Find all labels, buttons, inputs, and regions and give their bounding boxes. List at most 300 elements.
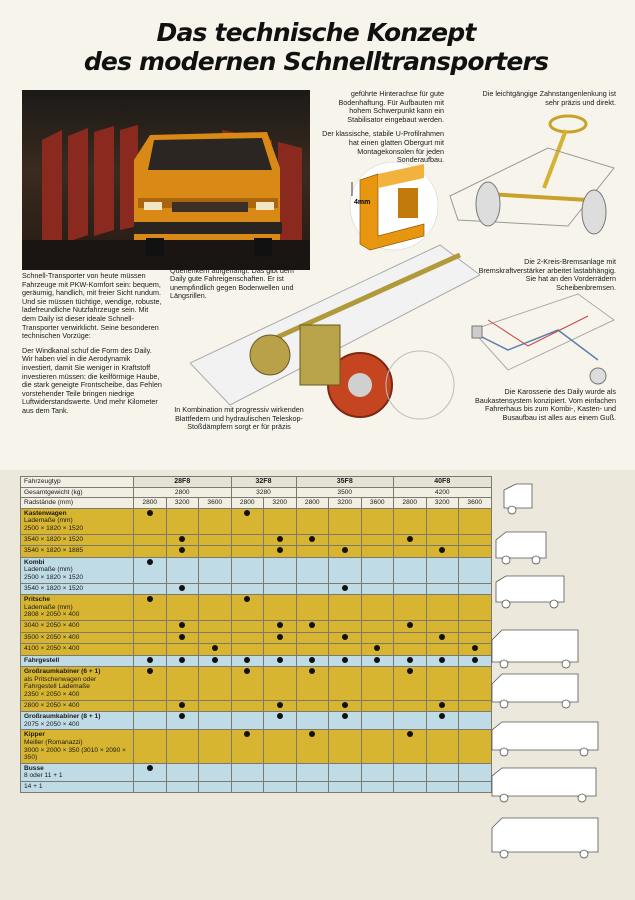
row-dimensions: 2075 × 2050 × 400 <box>24 720 80 728</box>
row-label-cell <box>21 700 134 712</box>
availability-cell <box>134 763 167 781</box>
availability-cell <box>459 508 492 534</box>
availability-cell <box>361 557 394 583</box>
availability-cell <box>459 620 492 632</box>
row-title: Busse <box>24 764 44 772</box>
availability-cell <box>329 583 362 595</box>
row-subtitle: Lademaße (mm) <box>24 566 73 574</box>
availability-cell <box>329 508 362 534</box>
weight-40f8: 4200 <box>434 488 450 496</box>
row-label-cell <box>21 534 134 546</box>
availability-cell <box>329 546 362 558</box>
table-row <box>21 730 492 763</box>
row-label-cell <box>21 655 134 667</box>
availability-cell <box>426 546 459 558</box>
availability-dot <box>342 713 348 719</box>
row-dimensions: 2808 × 2050 × 400 <box>24 611 80 619</box>
availability-dot <box>277 713 283 719</box>
availability-dot <box>244 731 250 737</box>
availability-cell <box>329 620 362 632</box>
wheelbase-cell: 3600 <box>361 498 394 509</box>
row-label-cell <box>21 782 134 793</box>
availability-cell <box>459 763 492 781</box>
cab-only-icon <box>504 484 532 514</box>
availability-cell <box>166 620 199 632</box>
availability-cell <box>166 655 199 667</box>
availability-dot <box>342 547 348 553</box>
availability-cell <box>394 583 427 595</box>
table-row <box>21 546 492 558</box>
availability-dot <box>147 510 153 516</box>
availability-cell <box>296 583 329 595</box>
availability-dot <box>179 585 185 591</box>
table-row <box>21 595 492 621</box>
row-dimensions: 14 + 1 <box>24 783 43 790</box>
availability-cell <box>231 655 264 667</box>
availability-dot <box>179 622 185 628</box>
availability-cell <box>426 763 459 781</box>
availability-dot <box>342 634 348 640</box>
availability-cell <box>199 782 232 793</box>
availability-dot <box>244 657 250 663</box>
availability-dot <box>147 765 153 771</box>
row-dimensions: 3540 × 1820 × 1885 <box>24 547 84 555</box>
availability-cell <box>394 700 427 712</box>
availability-cell <box>426 667 459 700</box>
van-long-high-icon <box>492 630 578 668</box>
availability-cell <box>264 700 297 712</box>
availability-cell <box>264 557 297 583</box>
body-type-silhouettes <box>488 478 606 878</box>
row-dimensions: 4100 × 2050 × 400 <box>24 645 80 653</box>
table-row <box>21 782 492 793</box>
availability-cell <box>394 763 427 781</box>
availability-dot <box>277 702 283 708</box>
availability-dot <box>439 547 445 553</box>
availability-cell <box>361 620 394 632</box>
availability-cell <box>134 632 167 644</box>
availability-dot <box>309 657 315 663</box>
availability-cell <box>329 763 362 781</box>
availability-cell <box>199 595 232 621</box>
availability-cell <box>459 667 492 700</box>
row-label-cell <box>21 644 134 656</box>
availability-dot <box>244 596 250 602</box>
row-dimensions: 2800 × 2050 × 400 <box>24 701 80 709</box>
row-title: Pritsche <box>24 596 51 604</box>
availability-cell <box>231 595 264 621</box>
availability-dot <box>439 657 445 663</box>
availability-cell <box>426 534 459 546</box>
wheelbase-cell: 2800 <box>134 498 167 509</box>
frame-thickness-label: 4mm <box>354 199 371 206</box>
availability-cell <box>264 632 297 644</box>
availability-cell <box>361 534 394 546</box>
availability-cell <box>199 655 232 667</box>
wheelbase-cell: 2800 <box>231 498 264 509</box>
availability-dot <box>147 559 153 565</box>
availability-cell <box>426 595 459 621</box>
availability-cell <box>296 508 329 534</box>
availability-cell <box>361 782 394 793</box>
row-title: Kipper <box>24 731 45 739</box>
availability-cell <box>361 763 394 781</box>
availability-dot <box>309 668 315 674</box>
availability-cell <box>361 644 394 656</box>
row-title: Großraumkabiner (6 + 1) <box>24 668 101 676</box>
availability-cell <box>264 763 297 781</box>
availability-cell <box>231 730 264 763</box>
rear-axle-paragraph: geführte Hinterachse für gute Bodenhaftung. Für Aufbauten mit hohem Schwerpunkt kann ein Stabilisator eingebaut werden. <box>338 89 444 124</box>
front-suspension-paragraph: Die Vorderräder sind einzeln an Doppel-Querlenkern aufgehängt. Das gibt dem Daily gute Fahreigenschaften. Er ist unempfindlich gegen Bodenwellen und Längsrillen. <box>170 257 298 301</box>
availability-dot <box>179 713 185 719</box>
availability-cell <box>394 557 427 583</box>
availability-cell <box>231 644 264 656</box>
row-dimensions: 3500 × 2050 × 400 <box>24 633 80 641</box>
availability-cell <box>394 730 427 763</box>
bus-high-icon <box>492 818 598 858</box>
availability-cell <box>459 632 492 644</box>
bus-icon <box>492 768 596 802</box>
row-label-cell <box>21 730 134 763</box>
availability-cell <box>329 644 362 656</box>
fahrzeugtyp-label: Fahrzeugtyp <box>21 477 134 488</box>
availability-cell <box>329 667 362 700</box>
table-header-type <box>21 477 492 488</box>
availability-cell <box>426 583 459 595</box>
availability-cell <box>166 644 199 656</box>
availability-cell <box>394 546 427 558</box>
availability-dot <box>439 702 445 708</box>
availability-cell <box>361 700 394 712</box>
availability-dot <box>374 657 380 663</box>
availability-cell <box>231 620 264 632</box>
availability-cell <box>459 655 492 667</box>
availability-cell <box>329 534 362 546</box>
van-long-icon <box>496 576 564 608</box>
availability-dot <box>472 657 478 663</box>
availability-cell <box>296 534 329 546</box>
availability-cell <box>296 655 329 667</box>
availability-cell <box>329 632 362 644</box>
availability-cell <box>199 583 232 595</box>
availability-cell <box>199 700 232 712</box>
availability-dot <box>147 596 153 602</box>
availability-cell <box>231 667 264 700</box>
text-column-1 <box>22 272 162 422</box>
availability-cell <box>166 763 199 781</box>
weight-28f8: 2800 <box>174 488 190 496</box>
availability-cell <box>361 508 394 534</box>
availability-dot <box>179 536 185 542</box>
availability-cell <box>199 534 232 546</box>
availability-cell <box>296 667 329 700</box>
availability-cell <box>361 712 394 730</box>
page-heading <box>16 18 616 76</box>
availability-dot <box>407 731 413 737</box>
row-label-cell <box>21 508 134 534</box>
row-dimensions: 2350 × 2050 × 400 <box>24 691 80 699</box>
availability-cell <box>264 583 297 595</box>
wheelbase-cell: 2800 <box>394 498 427 509</box>
availability-cell <box>134 583 167 595</box>
brake-system-illustration <box>468 290 618 386</box>
availability-cell <box>199 730 232 763</box>
row-label-cell <box>21 557 134 583</box>
availability-cell <box>264 508 297 534</box>
van-short-icon <box>496 532 546 564</box>
availability-dot <box>147 657 153 663</box>
row-dimensions: 3540 × 1820 × 1520 <box>24 584 84 592</box>
availability-cell <box>134 644 167 656</box>
availability-dot <box>374 645 380 651</box>
availability-cell <box>166 667 199 700</box>
row-dimensions: 3540 × 1820 × 1520 <box>24 535 84 543</box>
rear-suspension-paragraph: In Kombination mit progressiv wirkenden Blattfedern und hydraulischen Teleskop-Stoßdämpfern sorgt er für präzis <box>174 405 304 432</box>
availability-cell <box>426 700 459 712</box>
availability-dot <box>212 645 218 651</box>
row-label-cell <box>21 620 134 632</box>
availability-cell <box>231 763 264 781</box>
intro-paragraph: Schnell-Transporter von heute müssen Fahrzeuge mit PKW-Komfort sein: bequem, geräumig, handlich, mit freier Sicht rundum. Und sie müssen tüchtige, wendige, robuste, ladefreundliche Nutzfahrzeuge sein. Mit dem Daily ist dieser ideale Schnell-Transporter verwirklicht. Seine besonderen technischen Vorzüge: <box>22 271 162 341</box>
availability-cell <box>296 712 329 730</box>
availability-cell <box>264 667 297 700</box>
wheelbase-cell: 3200 <box>264 498 297 509</box>
table-row <box>21 632 492 644</box>
availability-cell <box>361 667 394 700</box>
availability-dot <box>244 510 250 516</box>
availability-cell <box>394 667 427 700</box>
frame-paragraph: Der klassische, stabile U-Profilrahmen hat einen glatten Obergurt mit Montagekonsolen für jeden Sonderaufbau. <box>322 129 444 165</box>
availability-cell <box>329 782 362 793</box>
availability-cell <box>134 712 167 730</box>
availability-cell <box>264 620 297 632</box>
availability-cell <box>231 632 264 644</box>
wheelbase-cell: 3200 <box>426 498 459 509</box>
availability-cell <box>134 730 167 763</box>
table-row <box>21 700 492 712</box>
availability-cell <box>296 763 329 781</box>
availability-cell <box>231 508 264 534</box>
availability-cell <box>199 667 232 700</box>
table-header-weight <box>21 487 492 498</box>
brakes-paragraph: Die 2-Kreis-Bremsanlage mit Bremskraftverstärker arbeitet lastabhängig. Sie hat an den Vorderrädern Scheibenbremsen. <box>478 257 616 292</box>
row-subtitle: Lademaße (mm) <box>24 603 73 611</box>
availability-cell <box>199 546 232 558</box>
availability-dot <box>277 634 283 640</box>
availability-cell <box>264 534 297 546</box>
availability-cell <box>459 557 492 583</box>
availability-dot <box>277 622 283 628</box>
availability-cell <box>426 712 459 730</box>
row-dimensions: 3040 × 2050 × 400 <box>24 621 80 629</box>
table-row <box>21 763 492 781</box>
availability-dot <box>277 536 283 542</box>
availability-cell <box>166 632 199 644</box>
row-title: Kombi <box>24 558 45 566</box>
table-row <box>21 644 492 656</box>
row-dimensions: 2500 × 1820 × 1520 <box>24 524 84 532</box>
availability-cell <box>329 655 362 667</box>
row-title: Fahrgestell <box>24 656 60 664</box>
availability-cell <box>166 595 199 621</box>
availability-cell <box>394 632 427 644</box>
availability-dot <box>342 585 348 591</box>
availability-cell <box>296 595 329 621</box>
availability-cell <box>231 782 264 793</box>
availability-dot <box>439 713 445 719</box>
availability-cell <box>134 557 167 583</box>
availability-cell <box>394 534 427 546</box>
availability-cell <box>296 620 329 632</box>
heading-line-1: Das technische Konzept <box>156 18 476 47</box>
availability-cell <box>329 700 362 712</box>
availability-cell <box>296 557 329 583</box>
availability-cell <box>264 782 297 793</box>
availability-cell <box>394 595 427 621</box>
table-row <box>21 534 492 546</box>
availability-cell <box>426 620 459 632</box>
table-row <box>21 620 492 632</box>
heading-line-2: des modernen Schnelltransporters <box>83 47 549 76</box>
weight-35f8: 3500 <box>337 488 353 496</box>
row-label-cell <box>21 667 134 700</box>
spec-table <box>20 476 492 793</box>
availability-dot <box>179 657 185 663</box>
availability-cell <box>296 632 329 644</box>
availability-cell <box>166 508 199 534</box>
availability-cell <box>231 557 264 583</box>
availability-cell <box>134 595 167 621</box>
availability-cell <box>231 546 264 558</box>
availability-cell <box>296 782 329 793</box>
availability-cell <box>361 595 394 621</box>
availability-cell <box>426 782 459 793</box>
availability-cell <box>166 583 199 595</box>
row-dimensions: 2500 × 1820 × 1520 <box>24 573 84 581</box>
availability-cell <box>329 595 362 621</box>
table-row <box>21 557 492 583</box>
availability-dot <box>342 702 348 708</box>
row-title: Kastenwagen <box>24 509 67 517</box>
availability-cell <box>199 712 232 730</box>
availability-cell <box>134 655 167 667</box>
availability-cell <box>166 557 199 583</box>
availability-cell <box>134 620 167 632</box>
type-28f8: 28F8 <box>174 478 191 485</box>
table-row <box>21 655 492 667</box>
availability-cell <box>264 655 297 667</box>
availability-cell <box>459 583 492 595</box>
availability-cell <box>231 534 264 546</box>
row-label-cell <box>21 583 134 595</box>
table-row <box>21 508 492 534</box>
availability-cell <box>134 700 167 712</box>
availability-cell <box>199 508 232 534</box>
availability-dot <box>147 668 153 674</box>
availability-cell <box>134 667 167 700</box>
availability-cell <box>361 546 394 558</box>
availability-cell <box>329 557 362 583</box>
row-subtitle: als Pritschenwagen oder Fahrgestell Lademaße <box>24 675 97 691</box>
availability-cell <box>459 730 492 763</box>
availability-dot <box>244 668 250 674</box>
availability-dot <box>407 622 413 628</box>
availability-cell <box>361 583 394 595</box>
table-row <box>21 712 492 730</box>
availability-cell <box>426 632 459 644</box>
availability-dot <box>407 668 413 674</box>
availability-cell <box>459 782 492 793</box>
body-system-paragraph: Die Karosserie des Daily wurde als Baukastensystem konzipiert. Vom einfachen Fahrerhaus bis zum Kombi-, Kasten- und Busaufbau ist alles aus einem Guß. <box>474 387 616 422</box>
availability-cell <box>296 700 329 712</box>
text-column-4c <box>470 388 616 428</box>
availability-dot <box>179 634 185 640</box>
pritsche-long-icon <box>492 722 598 756</box>
row-subtitle: Lademaße (mm) <box>24 517 73 525</box>
availability-cell <box>264 730 297 763</box>
availability-cell <box>199 763 232 781</box>
availability-dot <box>407 536 413 542</box>
availability-cell <box>394 644 427 656</box>
availability-cell <box>264 712 297 730</box>
text-column-3 <box>318 90 444 171</box>
table-header-wheelbase <box>21 498 492 509</box>
availability-cell <box>199 644 232 656</box>
availability-cell <box>426 644 459 656</box>
availability-dot <box>179 547 185 553</box>
availability-cell <box>166 534 199 546</box>
availability-cell <box>361 655 394 667</box>
availability-dot <box>277 547 283 553</box>
availability-dot <box>179 702 185 708</box>
steering-paragraph: Die leichtgängige Zahnstangenlenkung ist sehr präzis und direkt. <box>482 89 616 107</box>
front-suspension-illustration <box>190 235 480 425</box>
availability-cell <box>459 534 492 546</box>
row-dimensions: 8 oder 11 + 1 <box>24 772 63 780</box>
type-32f8: 32F8 <box>255 478 272 485</box>
table-row <box>21 667 492 700</box>
availability-dot <box>277 657 283 663</box>
availability-cell <box>166 546 199 558</box>
row-label-cell <box>21 712 134 730</box>
availability-cell <box>394 712 427 730</box>
gesamtgewicht-label: Gesamtgewicht (kg) <box>21 487 134 498</box>
row-title: Großraumkabiner (8 + 1) <box>24 713 101 721</box>
availability-cell <box>426 730 459 763</box>
row-label-cell <box>21 763 134 781</box>
availability-dot <box>309 731 315 737</box>
table-row <box>21 583 492 595</box>
row-dimensions: 3000 × 2000 × 350 (3010 × 2090 × 350) <box>24 746 126 762</box>
availability-cell <box>394 782 427 793</box>
availability-cell <box>134 534 167 546</box>
availability-cell <box>459 700 492 712</box>
aerodynamics-paragraph: Der Windkanal schuf die Form des Daily. Wir haben viel in die Aerodynamik investiert, damit Sie weniger in Kraftstoff investieren müssen: die keilförmige Haube, die stark geneigte Frontscheibe, das Fehlen vorstehender Teile bringen niedrige Luftwiderstandswerte. Und mehr Kilometer aus dem Tank. <box>22 345 162 415</box>
availability-cell <box>166 712 199 730</box>
availability-cell <box>199 632 232 644</box>
availability-cell <box>329 730 362 763</box>
wheelbase-cell: 3200 <box>329 498 362 509</box>
availability-dot <box>212 657 218 663</box>
availability-cell <box>134 546 167 558</box>
availability-cell <box>166 782 199 793</box>
availability-dot <box>309 536 315 542</box>
wheelbase-cell: 3600 <box>459 498 492 509</box>
availability-cell <box>426 508 459 534</box>
availability-cell <box>264 644 297 656</box>
availability-cell <box>134 508 167 534</box>
